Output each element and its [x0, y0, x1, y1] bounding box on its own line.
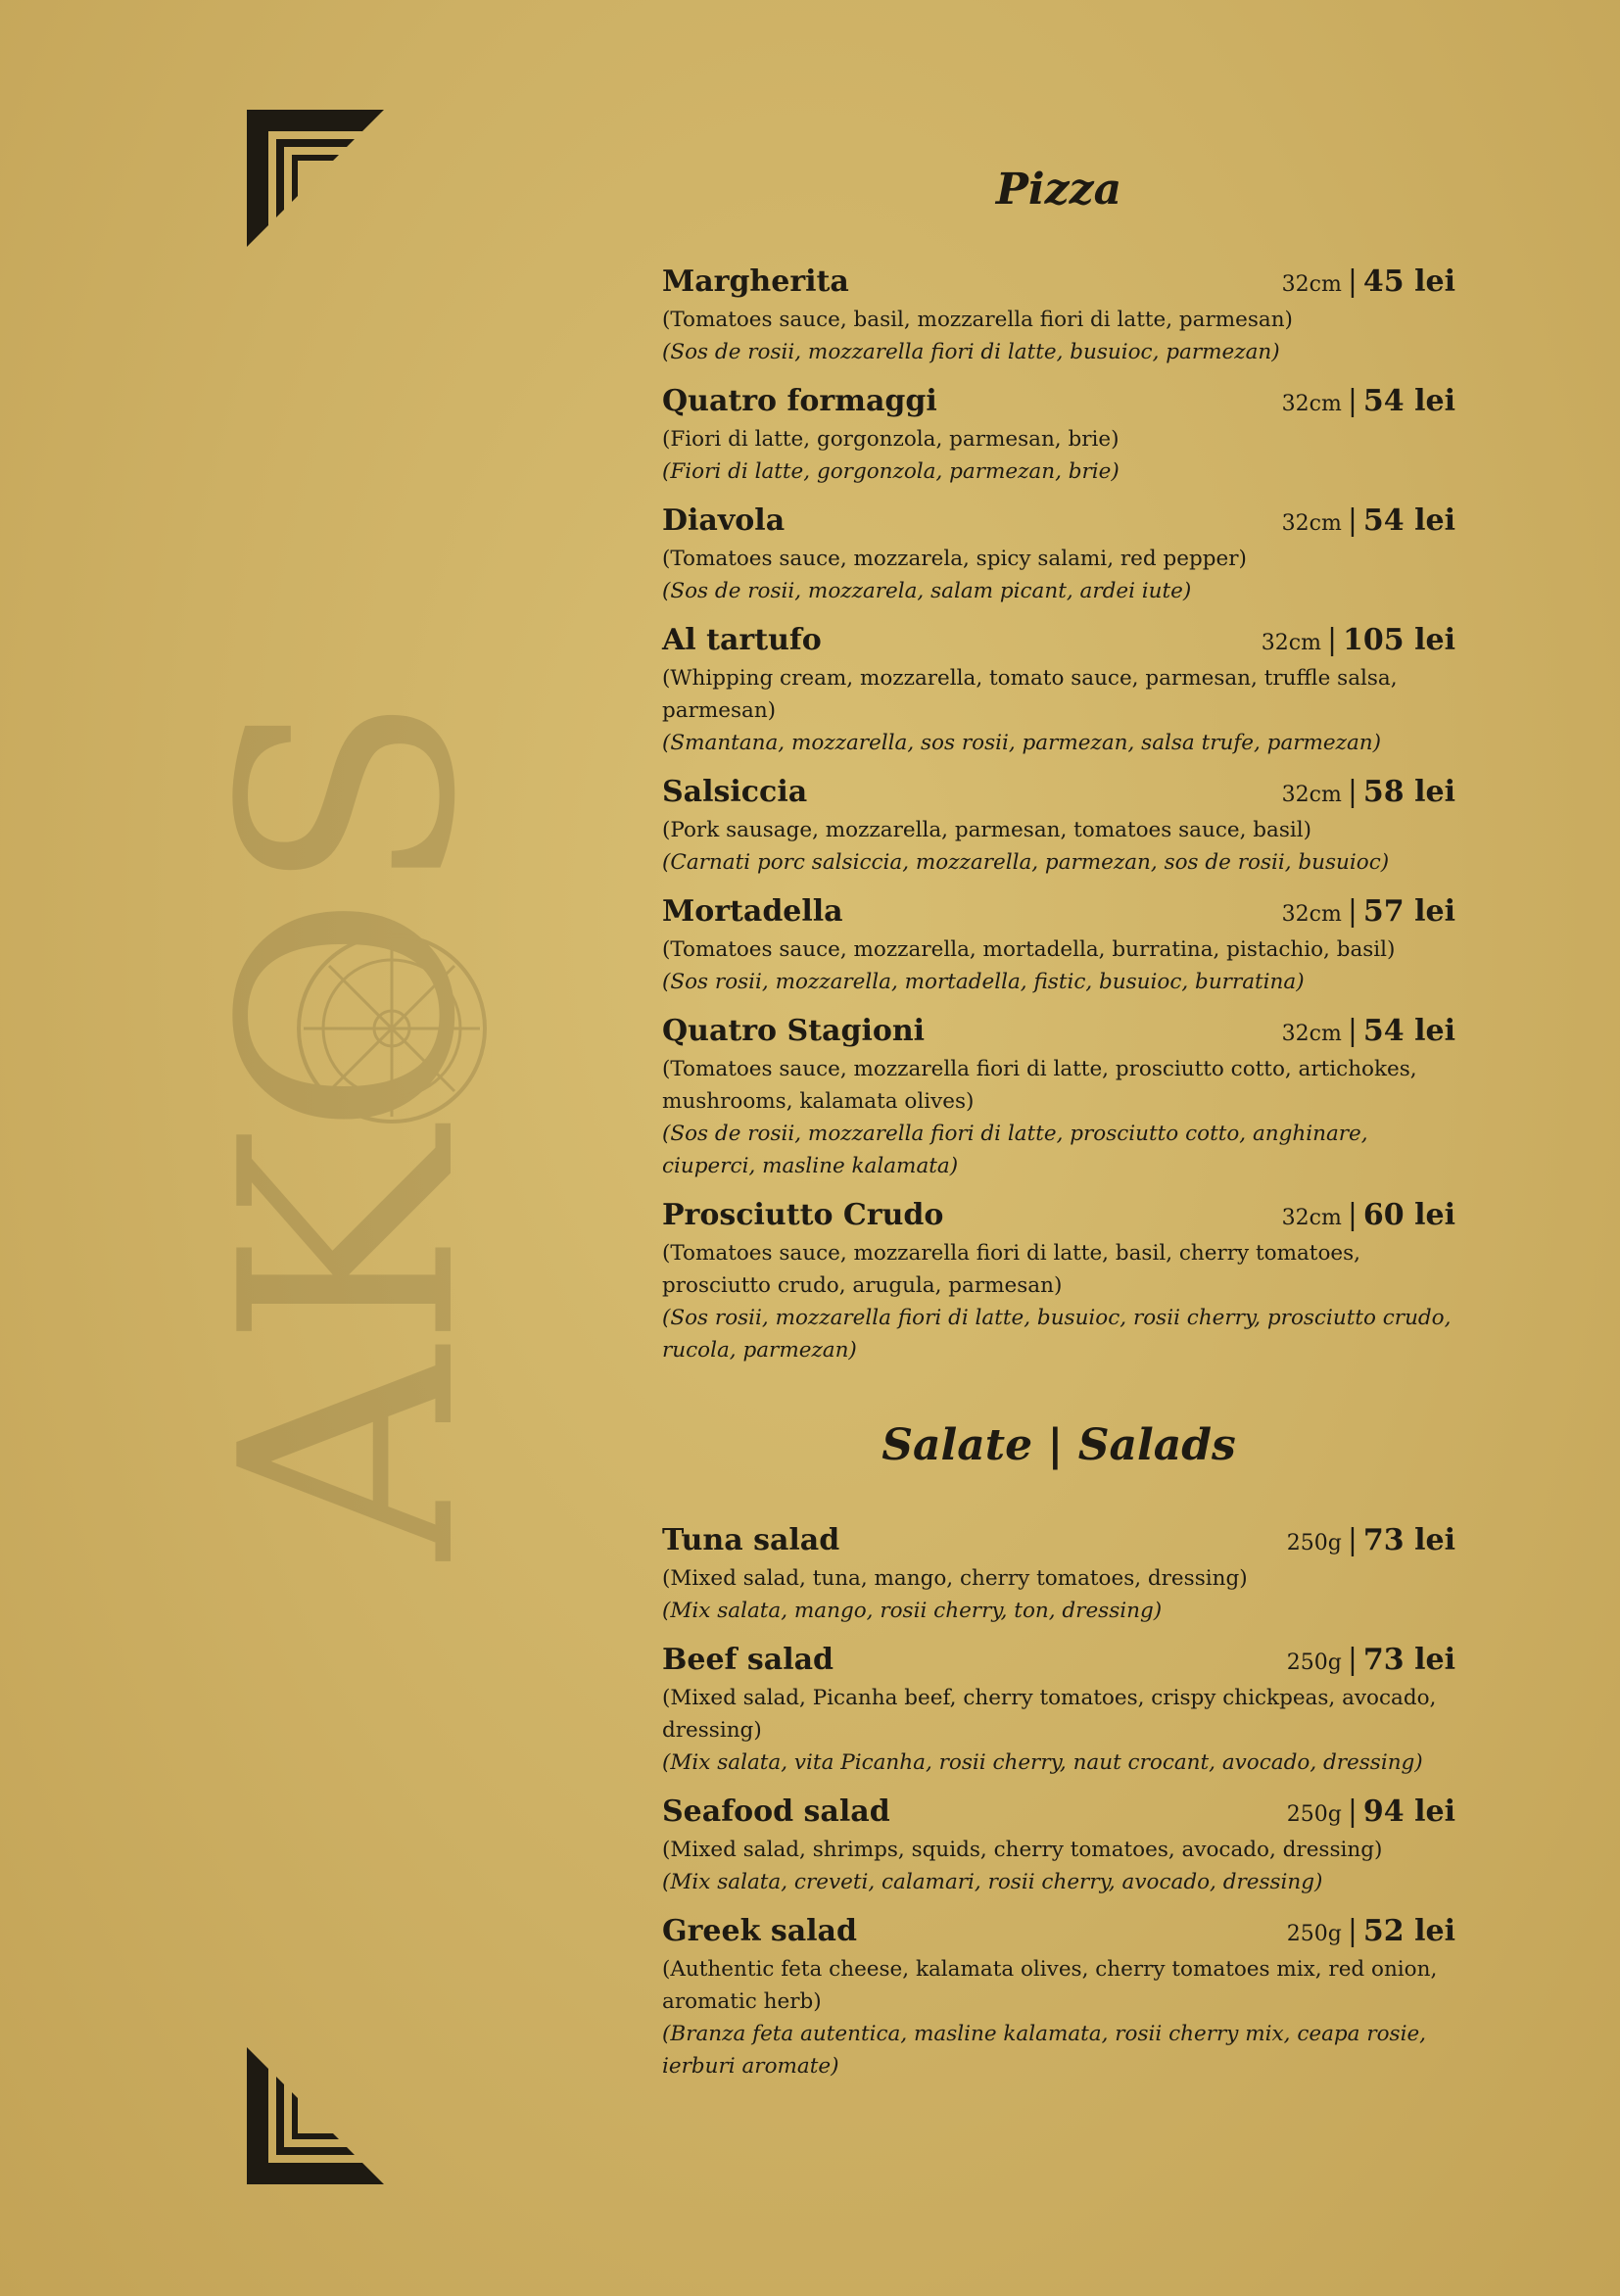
menu-item-description-ro: (Sos de rosii, mozzarela, salam picant, ardei iute): [662, 579, 1192, 603]
menu-item-name: Quatro Stagioni: [662, 1014, 926, 1048]
menu-item-name: Seafood salad: [662, 1794, 890, 1829]
price-separator: |: [1347, 503, 1358, 538]
menu-item-price-value: 54 lei: [1362, 384, 1455, 418]
menu-item-description-en: (Tomatoes sauce, mozzarella fiori di latte, prosciutto cotto, artichokes, mushrooms, kalamata olives): [662, 1057, 1417, 1114]
menu-item-size: 250g: [1286, 1531, 1342, 1555]
menu-item-header: [662, 1643, 1455, 1682]
menu-item-header: [662, 623, 1455, 662]
menu-item-description-ro: (Mix salata, creveti, calamari, rosii cherry, avocado, dressing): [662, 1870, 1323, 1894]
menu-item-header: [662, 264, 1455, 304]
menu-item-price: [1287, 1914, 1455, 1948]
menu-item-description-en: (Tomatoes sauce, mozzarella fiori di latte, basil, cherry tomatoes, prosciutto crudo, arugula, parmesan): [662, 1241, 1360, 1298]
menu-item-description-ro: (Sos de rosii, mozzarella fiori di latte, busuioc, parmezan): [662, 340, 1280, 364]
menu-item-description-en: (Whipping cream, mozzarella, tomato sauce, parmesan, truffle salsa, parmesan): [662, 666, 1398, 723]
menu-item-name: Tuna salad: [662, 1523, 840, 1557]
price-separator: |: [1347, 1914, 1358, 1948]
menu-item-size: 250g: [1286, 1922, 1342, 1946]
menu-item-name: Quatro formaggi: [662, 384, 937, 418]
price-separator: |: [1347, 264, 1358, 299]
menu-item: [662, 1523, 1455, 1627]
menu-item-price: [1262, 623, 1455, 657]
menu-item: [662, 623, 1455, 759]
menu-item-description-ro: (Sos rosii, mozzarella fiori di latte, busuioc, rosii cherry, prosciutto crudo, rucola, parmezan): [662, 1306, 1452, 1363]
menu-item-name: Greek salad: [662, 1914, 857, 1948]
pizza-list: [662, 264, 1455, 1366]
menu-item-description-ro: (Branza feta autentica, masline kalamata, rosii cherry mix, ceapa rosie, ierburi aromate): [662, 2022, 1427, 2079]
menu-item-size: 32cm: [1281, 392, 1342, 416]
menu-item-header: [662, 1914, 1455, 1953]
menu-item-description-en: (Mixed salad, tuna, mango, cherry tomatoes, dressing): [662, 1566, 1248, 1591]
price-separator: |: [1347, 384, 1358, 418]
menu-item-header: [662, 1523, 1455, 1562]
menu-item-header: [662, 1198, 1455, 1237]
menu-item-description-en: (Pork sausage, mozzarella, parmesan, tomatoes sauce, basil): [662, 818, 1312, 842]
menu-item-header: [662, 1014, 1455, 1053]
menu-item-price-value: 45 lei: [1362, 264, 1455, 299]
menu-item-price: [1282, 264, 1455, 299]
menu-item: [662, 1014, 1455, 1182]
brand-watermark: [178, 646, 578, 1606]
menu-item-header: [662, 775, 1455, 814]
menu-item-name: Prosciutto Crudo: [662, 1198, 944, 1232]
menu-item-price: [1282, 775, 1455, 809]
price-separator: |: [1347, 1014, 1358, 1048]
menu-item-size: 32cm: [1281, 783, 1342, 807]
menu-item: [662, 384, 1455, 488]
menu-item-name: Mortadella: [662, 894, 843, 929]
menu-item-price-value: 105 lei: [1343, 623, 1455, 657]
price-separator: |: [1347, 1523, 1358, 1557]
watermark-text: AKOS: [178, 693, 520, 1560]
menu-item-price: [1287, 1523, 1455, 1557]
menu-item-price-value: 54 lei: [1362, 1014, 1455, 1048]
price-separator: |: [1347, 1198, 1358, 1232]
price-separator: |: [1347, 894, 1358, 929]
menu-item-name: Salsiccia: [662, 775, 808, 809]
menu-item-size: 32cm: [1281, 511, 1342, 536]
menu-item-name: Al tartufo: [662, 623, 822, 657]
menu-item-description-ro: (Smantana, mozzarella, sos rosii, parmezan, salsa trufe, parmezan): [662, 731, 1382, 755]
salad-list: [662, 1523, 1455, 2082]
menu-item-description-ro: (Mix salata, vita Picanha, rosii cherry, naut crocant, avocado, dressing): [662, 1750, 1423, 1775]
menu-item: [662, 1198, 1455, 1366]
corner-bracket-top-icon: [247, 110, 384, 247]
menu-item-description-en: (Tomatoes sauce, mozzarella, mortadella, burratina, pistachio, basil): [662, 937, 1396, 962]
menu-item-description-en: (Fiori di latte, gorgonzola, parmesan, brie): [662, 427, 1120, 452]
corner-bracket-bottom-icon: [247, 2047, 384, 2184]
menu-item-price-value: 54 lei: [1362, 503, 1455, 538]
menu-item-size: 32cm: [1281, 272, 1342, 297]
menu-item-price: [1287, 1643, 1455, 1677]
menu-item-description-ro: (Fiori di latte, gorgonzola, parmezan, brie): [662, 459, 1120, 484]
menu-item-description-en: (Mixed salad, Picanha beef, cherry tomatoes, crispy chickpeas, avocado, dressing): [662, 1686, 1437, 1743]
menu-item-description-en: (Tomatoes sauce, mozzarela, spicy salami, red pepper): [662, 547, 1247, 571]
menu-item-size: 250g: [1286, 1802, 1342, 1827]
price-separator: |: [1347, 1643, 1358, 1677]
menu-item-price: [1282, 894, 1455, 929]
menu-item-description-ro: (Sos rosii, mozzarella, mortadella, fistic, busuioc, burratina): [662, 970, 1305, 994]
menu-item-size: 32cm: [1281, 902, 1342, 927]
menu-item-size: 32cm: [1281, 1206, 1342, 1230]
menu-item-price: [1282, 503, 1455, 538]
menu-item-description-en: (Mixed salad, shrimps, squids, cherry tomatoes, avocado, dressing): [662, 1838, 1383, 1862]
menu-item-price-value: 73 lei: [1362, 1643, 1455, 1677]
price-separator: |: [1326, 623, 1338, 657]
menu-item-price: [1287, 1794, 1455, 1829]
menu-item-size: 250g: [1286, 1650, 1342, 1675]
price-separator: |: [1347, 775, 1358, 809]
menu-item-description-ro: (Carnati porc salsiccia, mozzarella, parmezan, sos de rosii, busuioc): [662, 850, 1390, 875]
menu-item-size: 32cm: [1281, 1022, 1342, 1046]
menu-item: [662, 503, 1455, 607]
menu-item-price: [1282, 1198, 1455, 1232]
menu-item-price-value: 94 lei: [1362, 1794, 1455, 1829]
menu-item-name: Beef salad: [662, 1643, 834, 1677]
menu-item: [662, 894, 1455, 998]
menu-item-name: Diavola: [662, 503, 786, 538]
menu-item-header: [662, 1794, 1455, 1834]
price-separator: |: [1347, 1794, 1358, 1829]
menu-item-description-en: (Tomatoes sauce, basil, mozzarella fiori di latte, parmesan): [662, 308, 1293, 332]
menu-item-price: [1282, 1014, 1455, 1048]
menu-item-price-value: 58 lei: [1362, 775, 1455, 809]
menu-item: [662, 1794, 1455, 1898]
menu-item-description-en: (Authentic feta cheese, kalamata olives, cherry tomatoes mix, red onion, aromatic herb): [662, 1957, 1438, 2014]
menu-item: [662, 775, 1455, 879]
menu-item: [662, 1643, 1455, 1779]
menu-item-size: 32cm: [1261, 631, 1321, 655]
menu-item-description-ro: (Mix salata, mango, rosii cherry, ton, dressing): [662, 1599, 1163, 1623]
menu-item-header: [662, 503, 1455, 543]
section-title-salads: Salate | Salads: [881, 1420, 1236, 1470]
menu-item-price-value: 57 lei: [1362, 894, 1455, 929]
menu-item-price-value: 60 lei: [1362, 1198, 1455, 1232]
section-title-pizza: Pizza: [995, 165, 1122, 215]
menu-item-header: [662, 894, 1455, 933]
menu-item: [662, 264, 1455, 368]
menu-item-name: Margherita: [662, 264, 849, 299]
menu-item-description-ro: (Sos de rosii, mozzarella fiori di latte, prosciutto cotto, anghinare, ciuperci, masline kalamata): [662, 1122, 1368, 1178]
menu-item-header: [662, 384, 1455, 423]
menu-item: [662, 1914, 1455, 2082]
menu-item-price-value: 73 lei: [1362, 1523, 1455, 1557]
menu-item-price-value: 52 lei: [1362, 1914, 1455, 1948]
menu-item-price: [1282, 384, 1455, 418]
